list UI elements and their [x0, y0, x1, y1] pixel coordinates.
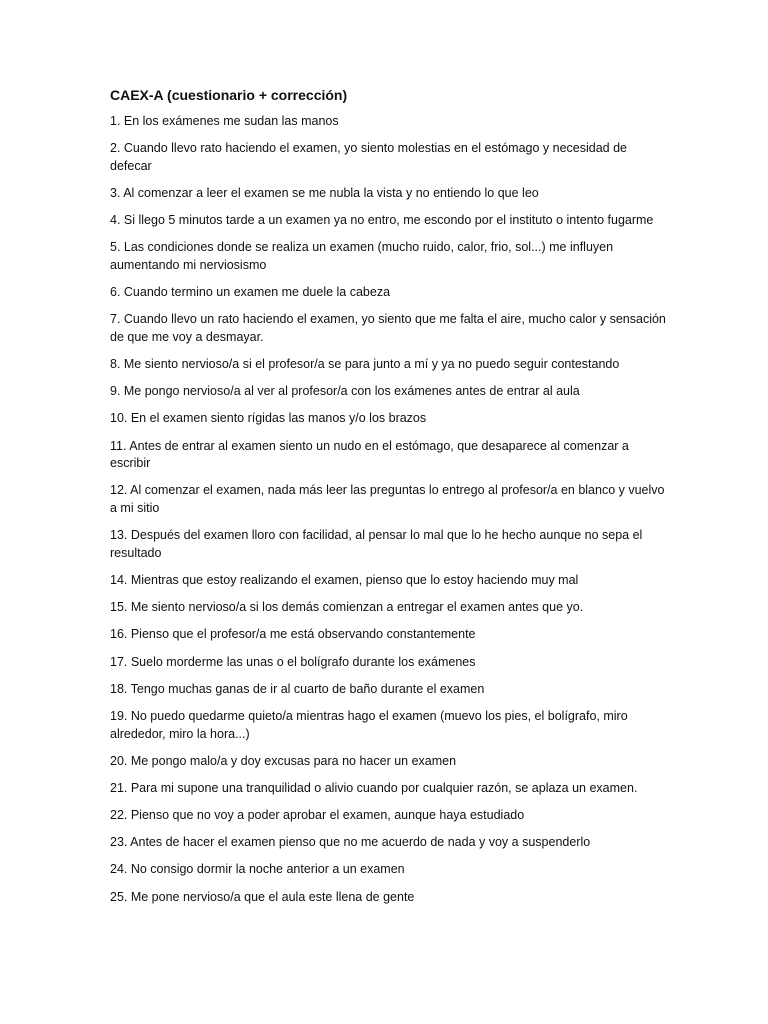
- question-item: 17. Suelo morderme las unas o el bolígrafo durante los exámenes: [110, 654, 476, 669]
- question-item: 23. Antes de hacer el examen pienso que no me acuerdo de nada y voy a suspenderlo: [110, 835, 591, 850]
- question-item: 5. Las condiciones donde se realiza un examen (mucho ruido, calor, frio, sol...) me influyen aumentando mi nerviosismo: [110, 240, 614, 272]
- question-item: 24. No consigo dormir la noche anterior a un examen: [110, 862, 405, 877]
- question-item: 1. En los exámenes me sudan las manos: [110, 114, 339, 128]
- question-item: 3. Al comenzar a leer el examen se me nubla la vista y no entiendo lo que leo: [110, 185, 539, 200]
- question-item: 4. Si llego 5 minutos tarde a un examen ya no entro, me escondo por el instituto o intento fugarme: [110, 213, 654, 228]
- question-item: 12. Al comenzar el examen, nada más leer las preguntas lo entrego al profesor/a en blanco y vuelvo a mi sitio: [110, 483, 665, 516]
- question-item: 6. Cuando termino un examen me duele la cabeza: [110, 285, 391, 300]
- question-item: 11. Antes de entrar al examen siento un nudo en el estómago, que desaparece al comenzar a escribir: [110, 438, 629, 471]
- question-item: 20. Me pongo malo/a y doy excusas para no hacer un examen: [110, 753, 457, 768]
- question-item: 15. Me siento nervioso/a si los demás comienzan a entregar el examen antes que yo.: [110, 600, 584, 615]
- question-item: 2. Cuando llevo rato haciendo el examen, yo siento molestias en el estómago y necesidad de defecar: [110, 141, 627, 173]
- question-item: 18. Tengo muchas ganas de ir al cuarto de baño durante el examen: [110, 681, 485, 696]
- question-item: 21. Para mi supone una tranquilidad o alivio cuando por cualquier razón, se aplaza un examen.: [110, 780, 638, 795]
- question-item: 7. Cuando llevo un rato haciendo el examen, yo siento que me falta el aire, mucho calor y sensación de que me voy a desmayar.: [110, 312, 666, 344]
- question-item: 8. Me siento nervioso/a si el profesor/a se para junto a mí y ya no puedo seguir contestando: [110, 357, 620, 372]
- question-item: 19. No puedo quedarme quieto/a mientras hago el examen (muevo los pies, el bolígrafo, miro alrededor, miro la hora...): [110, 708, 628, 741]
- question-item: 10. En el examen siento rígidas las manos y/o los brazos: [110, 411, 427, 426]
- question-item: 25. Me pone nervioso/a que el aula este llena de gente: [110, 889, 415, 904]
- question-item: 22. Pienso que no voy a poder aprobar el examen, aunque haya estudiado: [110, 808, 525, 823]
- question-item: 14. Mientras que estoy realizando el examen, pienso que lo estoy haciendo muy mal: [110, 573, 579, 587]
- document-title: CAEX-A (cuestionario + corrección): [110, 87, 348, 103]
- question-item: 16. Pienso que el profesor/a me está observando constantemente: [110, 627, 476, 642]
- question-item: 13. Después del examen lloro con facilidad, al pensar lo mal que lo he hecho aunque no sepa el resultado: [110, 528, 643, 560]
- question-item: 9. Me pongo nervioso/a al ver al profesor/a con los exámenes antes de entrar al aula: [110, 384, 580, 399]
- document-content: [110, 86, 670, 916]
- question-list: [110, 113, 670, 906]
